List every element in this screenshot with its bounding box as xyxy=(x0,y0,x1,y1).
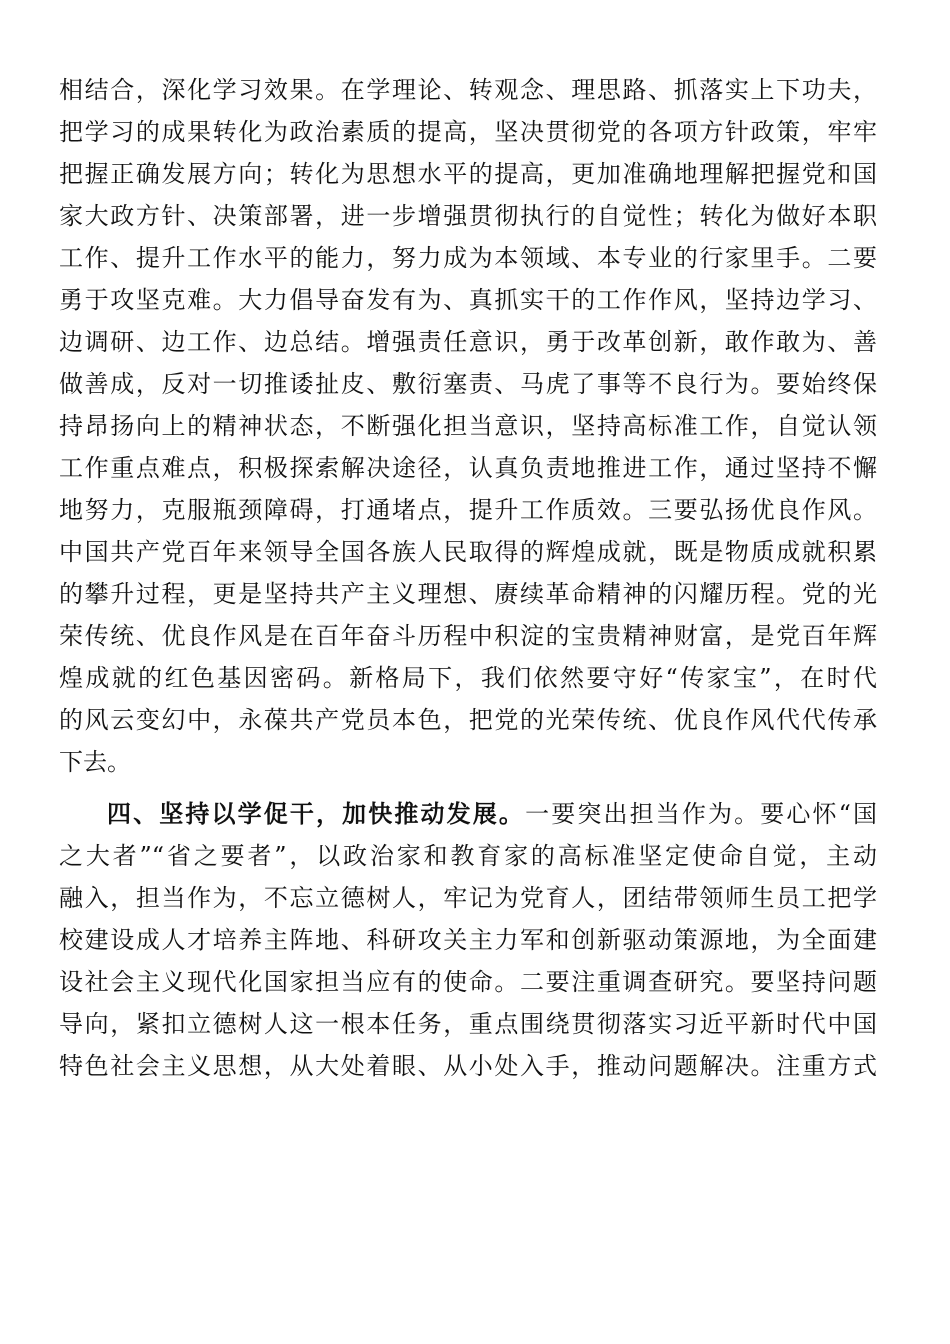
text-line: 荣传统、优良作风是在百年奋斗历程中积淀的宝贵精神财富，是党百年辉 xyxy=(59,622,877,650)
text-line: 做善成，反对一切推诿扯皮、敷衍塞责、马虎了事等不良行为。要始终保 xyxy=(59,370,877,398)
text-line: 把握正确发展方向；转化为思想水平的提高，更加准确地理解把握党和国 xyxy=(59,160,877,188)
text-line: 工作、提升工作水平的能力，努力成为本领域、本专业的行家里手。二要 xyxy=(59,244,877,272)
text-run: 一要突出担当作为。要心怀“国 xyxy=(525,800,877,828)
text-line: 把学习的成果转化为政治素质的提高，坚决贯彻党的各项方针政策，牢牢 xyxy=(59,118,877,146)
section-heading: 四、坚持以学促干，加快推动发展。 xyxy=(107,799,526,828)
text-line: 的风云变幻中，永葆共产党员本色，把党的光荣传统、优良作风代代传承 xyxy=(59,706,877,734)
text-line: 煌成就的红色基因密码。新格局下，我们依然要守好“传家宝”，在时代 xyxy=(59,664,877,692)
text-line: 融入，担当作为，不忘立德树人，牢记为党育人，团结带领师生员工把学 xyxy=(59,884,877,912)
text-line: 导向，紧扣立德树人这一根本任务，重点围绕贯彻落实习近平新时代中国 xyxy=(59,1010,877,1038)
text-line: 勇于攻坚克难。大力倡导奋发有为、真抓实干的工作作风，坚持边学习、 xyxy=(59,286,877,314)
paragraph-1 xyxy=(59,69,877,783)
text-line: 的攀升过程，更是坚持共产主义理想、赓续革命精神的闪耀历程。党的光 xyxy=(59,580,877,608)
text-line: 设社会主义现代化国家担当应有的使命。二要注重调查研究。要坚持问题 xyxy=(59,968,877,996)
text-line: 边调研、边工作、边总结。增强责任意识，勇于改革创新，敢作敢为、善 xyxy=(59,328,877,356)
text-line: 相结合，深化学习效果。在学理论、转观念、理思路、抓落实上下功夫， xyxy=(59,76,877,104)
text-line: 校建设成人才培养主阵地、科研攻关主力军和创新驱动策源地，为全面建 xyxy=(59,926,877,954)
paragraph-first-line xyxy=(59,793,877,835)
document-body xyxy=(59,69,877,1087)
text-line: 工作重点难点，积极探索解决途径，认真负责地推进工作，通过坚持不懈 xyxy=(59,454,877,482)
text-line: 中国共产党百年来领导全国各族人民取得的辉煌成就，既是物质成就积累 xyxy=(59,538,877,566)
text-line: 特色社会主义思想，从大处着眼、从小处入手，推动问题解决。注重方式 xyxy=(59,1052,877,1080)
text-line: 下去。 xyxy=(59,748,131,776)
text-line: 地努力，克服瓶颈障碍，打通堵点，提升工作质效。三要弘扬优良作风。 xyxy=(59,496,877,524)
text-line: 之大者”“省之要者”，以政治家和教育家的高标准坚定使命自觉，主动 xyxy=(59,842,877,870)
paragraph-spacer xyxy=(59,783,877,793)
text-line: 持昂扬向上的精神状态，不断强化担当意识，坚持高标准工作，自觉认领 xyxy=(59,412,877,440)
paragraph-2 xyxy=(59,793,877,1087)
text-line: 家大政方针、决策部署，进一步增强贯彻执行的自觉性；转化为做好本职 xyxy=(59,202,877,230)
